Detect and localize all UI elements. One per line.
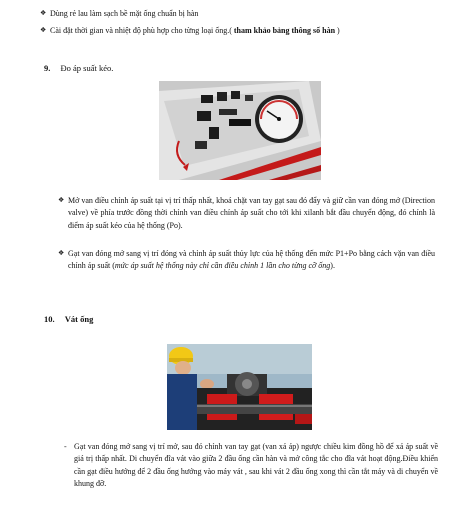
section-9-bullet-1 [58, 195, 435, 232]
section-title: Vát ống [64, 314, 94, 324]
bullet-dash-icon: - [64, 442, 67, 451]
section-number: 9. [44, 63, 51, 73]
bullet-text-bold: tham khảo bảng thông số hàn [233, 26, 336, 35]
bullet-text: Gạt van đóng mở sang vị trí đóng và chỉnh áp suất thủy lực của hệ thống đến mức P1+Po bằng cách vặn van điều chỉnh áp suất ( [68, 249, 435, 271]
section-title: Đo áp suất kéo. [60, 63, 114, 73]
pipe-facing-photo [167, 344, 312, 430]
pressure-gauge-illustration [159, 81, 321, 180]
section-9-bullet-2 [58, 248, 435, 273]
bullet-text-tail: ) [337, 26, 340, 35]
bullet-text: Dùng rẻ lau làm sạch bề mặt ống chuẩn bị hàn [50, 9, 199, 18]
bullet-diamond-icon: ❖ [40, 26, 47, 34]
bullet-text: Gạt van đóng mở sang vị trí mở, sau đó chỉnh van tay gạt (van xả áp) ngược chiều kim đồng hồ để xả áp suất về giá trị thấp nhất. Di chuyển đĩa vát vào giữa 2 đầu ống cần hàn và mở công tắc cho đĩa vát hoạt động.Điều khiển cần gạt điều hướng để 2 đầu ống hướng vào máy vát , sau khi vát 2 đầu ống xong thì cần tắt máy và di chuyển về khung đỡ. [74, 442, 438, 489]
top-bullet-1 [40, 8, 445, 20]
bullet-text-italic: mức áp suất hệ thống này chỉ cần điều chỉnh 1 lần cho từng cỡ ống [114, 261, 331, 271]
pressure-gauge-photo [159, 81, 321, 180]
pipe-facing-illustration [167, 344, 312, 430]
section-9-heading [44, 62, 113, 75]
bullet-diamond-icon: ❖ [58, 196, 65, 204]
bullet-diamond-icon: ❖ [58, 249, 65, 257]
bullet-diamond-icon: ❖ [40, 9, 47, 17]
bullet-text: Mở van điều chỉnh áp suất tại vị trí thấp nhất, khoá chặt van tay gạt sau đó đẩy và giữ cần van đóng mở (Direction valve) về phía trước đồng thời chỉnh van điều chỉnh áp suất cho tới khi xilanh bắt đầu chuyển động, đó chính là điểm áp suất kéo của hệ thống (Po). [68, 196, 435, 230]
section-10-heading [44, 313, 93, 326]
bullet-text-tail: ). [330, 261, 335, 271]
section-number: 10. [44, 314, 55, 324]
bullet-text: Cài đặt thời gian và nhiệt độ phù hợp cho từng loại ống.( [50, 26, 232, 35]
top-bullet-2 [40, 25, 445, 37]
section-10-bullet-1 [64, 441, 438, 491]
